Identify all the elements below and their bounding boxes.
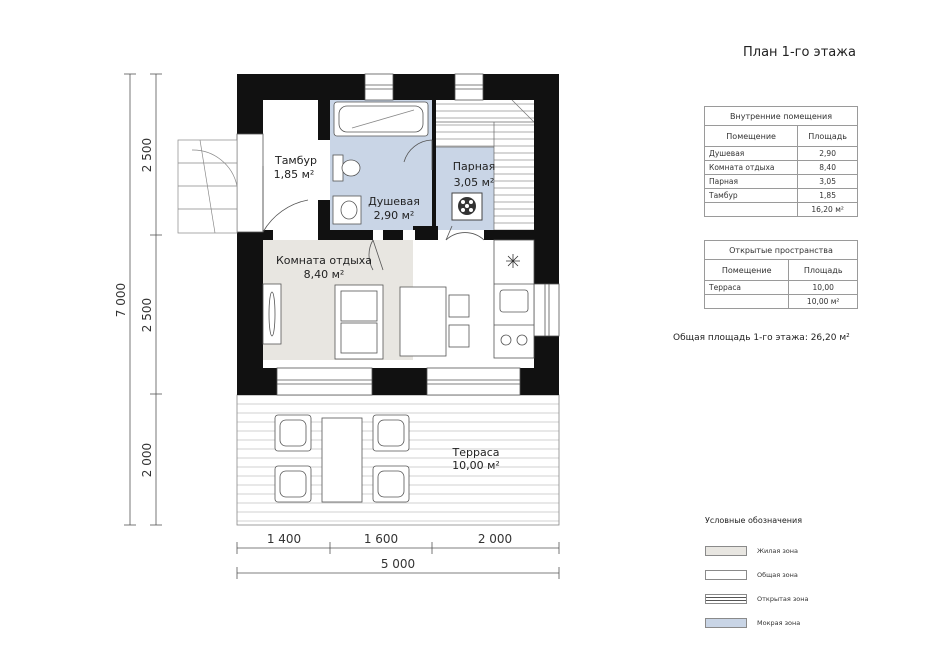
row-room: Тамбур (705, 189, 798, 203)
shower-name: Душевая (368, 195, 420, 208)
terrace-area: 10,00 м² (452, 459, 500, 472)
row-area: 1,85 (798, 189, 858, 203)
legend-title: Условные обозначения (705, 516, 803, 525)
tambur-area: 1,85 м² (273, 168, 315, 181)
row-area: 10,00 (789, 281, 858, 295)
legend-item-living (705, 545, 798, 557)
legend-item-wet (705, 617, 800, 629)
table-row (705, 175, 858, 189)
row-room: Душевая (705, 147, 798, 161)
legend-label: Открытая зона (757, 595, 809, 603)
total-area: Общая площадь 1-го этажа: 26,20 м² (673, 333, 850, 343)
open-total: 10,00 м² (789, 295, 858, 309)
terrace-deck (237, 395, 559, 525)
bench-side (494, 122, 534, 230)
row-room: Парная (705, 175, 798, 189)
wall-cabinet (263, 284, 281, 344)
steam-door (446, 233, 484, 240)
dim-left-1: 2 500 (140, 137, 154, 173)
open-zone-swatch (705, 594, 747, 604)
dim-bottom-2: 1 600 (363, 532, 399, 546)
bathtub (334, 102, 428, 136)
terrace-name: Терраса (452, 446, 500, 459)
indoor-table-caption: Внутренние помещения (705, 107, 858, 126)
open-header-room: Помещение (705, 260, 789, 281)
legend-item-common (705, 569, 798, 581)
row-room: Комната отдыха (705, 161, 798, 175)
table-row (705, 281, 858, 295)
table-total-row (705, 203, 858, 217)
plan-title: План 1-го этажа (743, 45, 856, 60)
indoor-header-area: Площадь (798, 126, 858, 147)
sink (333, 196, 361, 224)
sauna-heater (452, 193, 482, 220)
indoor-rooms-table (704, 106, 858, 217)
living-zone-swatch (705, 546, 747, 556)
kitchen-unit (494, 240, 534, 358)
lounge-name: Комната отдыха (275, 254, 373, 267)
table-total-row (705, 295, 858, 309)
legend-item-open (705, 593, 809, 605)
indoor-total: 16,20 м² (798, 203, 858, 217)
table-row (705, 161, 858, 175)
row-area: 2,90 (798, 147, 858, 161)
legend-label: Мокрая зона (757, 619, 801, 627)
lounge-area: 8,40 м² (303, 268, 345, 281)
dim-total-height: 7 000 (114, 282, 128, 318)
row-room: Терраса (705, 281, 789, 295)
row-area: 8,40 (798, 161, 858, 175)
legend-label: Жилая зона (757, 547, 799, 555)
dim-left-2: 2 500 (140, 297, 154, 333)
bench-top (436, 100, 534, 122)
steam-name: Парная (452, 160, 496, 173)
dim-bottom-3: 2 000 (477, 532, 513, 546)
indoor-header-room: Помещение (705, 126, 798, 147)
open-table-caption: Открытые пространства (705, 241, 858, 260)
row-area: 3,05 (798, 175, 858, 189)
sofa (335, 285, 383, 359)
open-header-area: Площадь (789, 260, 858, 281)
common-zone-swatch (705, 570, 747, 580)
bench-mid (436, 122, 494, 147)
steam-area: 3,05 м² (453, 176, 495, 189)
wet-zone-swatch (705, 618, 747, 628)
shower-area: 2,90 м² (373, 209, 415, 222)
table-row (705, 189, 858, 203)
open-spaces-table (704, 240, 858, 309)
dim-left-3: 2 000 (140, 442, 154, 478)
entrance-steps (178, 140, 237, 233)
dim-bottom-1: 1 400 (266, 532, 302, 546)
tambur-name: Тамбур (274, 154, 318, 167)
table-row (705, 147, 858, 161)
legend-label: Общая зона (757, 571, 798, 579)
dining-table (400, 287, 469, 356)
dim-total-width: 5 000 (380, 557, 416, 571)
